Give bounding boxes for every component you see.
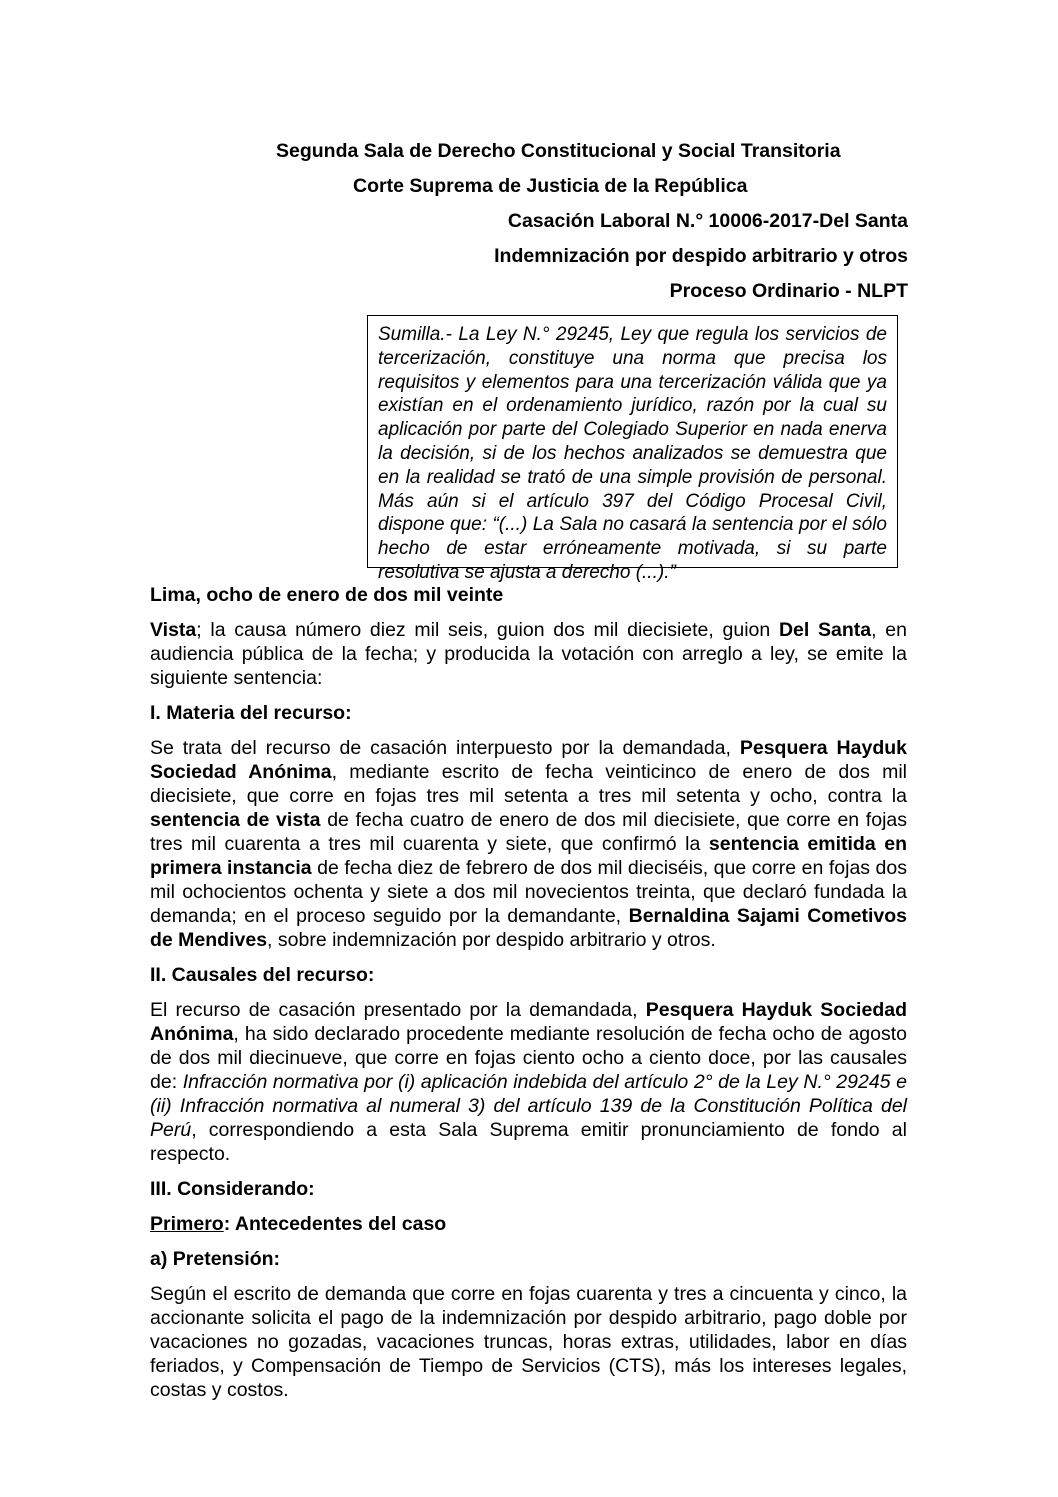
primero-label: Primero [150,1213,224,1235]
s1-text-5: , sobre indemnización por despido arbitrario y otros. [267,929,716,951]
document-body [150,583,907,1402]
s2-text-3: , correspondiendo a esta Sala Suprema emitir pronunciamiento de fondo al respecto. [150,1119,907,1165]
primero-title: : Antecedentes del caso [223,1213,447,1235]
section-2-title: II. Causales del recurso: [150,964,375,986]
section-2-paragraph [150,998,907,1166]
header-sala: Segunda Sala de Derecho Constitucional y Social Transitoria [276,140,841,162]
s1-bold-3: sentencia emitida en primera instancia [150,833,907,879]
s2-text-1: El recurso de casación presentado por la demandada, [150,999,646,1021]
section-1-paragraph [150,736,907,952]
s1-text-1: Se trata del recurso de casación interpuesto por la demandada, [150,737,740,759]
s1-text-2: , mediante escrito de fecha veinticinco de enero de dos mil diecisiete, que corre en fojas tres mil setenta a tres mil setenta y ocho, contra la [150,761,907,807]
header-proceso: Proceso Ordinario - NLPT [669,280,908,302]
s1-bold-1: Pesquera Hayduk Sociedad Anónima [150,737,907,783]
s2-italic-1: Infracción normativa por (i) aplicación indebida del artículo 2° de la Ley N.° 29245 e (ii) Infracción normativa al numeral 3) del artículo 139 de la Constitución Política del Perú [150,1071,907,1141]
s2-bold-1: Pesquera Hayduk Sociedad Anónima [150,999,907,1045]
header-casacion: Casación Laboral N.° 10006-2017-Del Santa [507,210,908,232]
primero-heading [150,1212,907,1236]
vista-text-2: , en audiencia pública de la fecha; y producida la votación con arreglo a ley, se emite la siguiente sentencia: [150,619,907,689]
header-corte: Corte Suprema de Justicia de la República [353,175,748,197]
s2-text-2: , ha sido declarado procedente mediante resolución de fecha ocho de agosto de dos mil diecinueve, que corre en fojas ciento ocho a ciento doce, por las causales de: [150,1023,907,1093]
s1-text-4: de fecha diez de febrero de dos mil dieciséis, que corre en fojas dos mil ochocientos ochenta y siete a dos mil novecientos treinta, que declaró fundada la demanda; en el proceso seguido por la demandante, [150,857,908,927]
vista-bold-2: Del Santa [778,619,872,641]
pretension-heading: a) Pretensión: [150,1248,281,1270]
vista-text-1: ; la causa número diez mil seis, guion dos mil diecisiete, guion [196,619,779,641]
s1-bold-2: sentencia de vista [150,809,321,831]
section-3-title: III. Considerando: [150,1178,315,1200]
s1-text-3: de fecha cuatro de enero de dos mil diecisiete, que corre en fojas tres mil cuarenta a tres mil cuarenta y siete, que confirmó la [150,809,907,855]
fecha-line: Lima, ocho de enero de dos mil veinte [150,584,504,606]
header-materia: Indemnización por despido arbitrario y otros [494,245,908,267]
vista-paragraph [150,618,907,690]
pretension-paragraph: Según el escrito de demanda que corre en fojas cuarenta y tres a cincuenta y cinco, la accionante solicita el pago de la indemnización por despido arbitrario, pago doble por vacaciones no gozadas, vacaciones truncas, horas extras, utilidades, labor en días feriados, y Compensación de Tiempo de Servicios (CTS), más los intereses legales, costas y costos. [150,1283,907,1401]
sumilla-box: Sumilla.- La Ley N.° 29245, Ley que regula los servicios de tercerización, constituye una norma que precisa los requisitos y elementos para una tercerización válida que ya existían en el ordenamiento jurídico, razón por la cual su aplicación por parte del Colegiado Superior en nada enerva la decisión, si de los hechos analizados se demuestra que en la realidad se trató de una simple provisión de personal. Más aún si el artículo 397 del Código Procesal Civil, dispone que: “(...) La Sala no casará la sentencia por el sólo hecho de estar erróneamente motivada, si su parte resolutiva se ajusta a derecho (...).” [367,315,898,568]
vista-bold: Vista [150,619,197,641]
s1-bold-4: Bernaldina Sajami Cometivos de Mendives [150,905,907,951]
section-1-title: I. Materia del recurso: [150,702,352,724]
